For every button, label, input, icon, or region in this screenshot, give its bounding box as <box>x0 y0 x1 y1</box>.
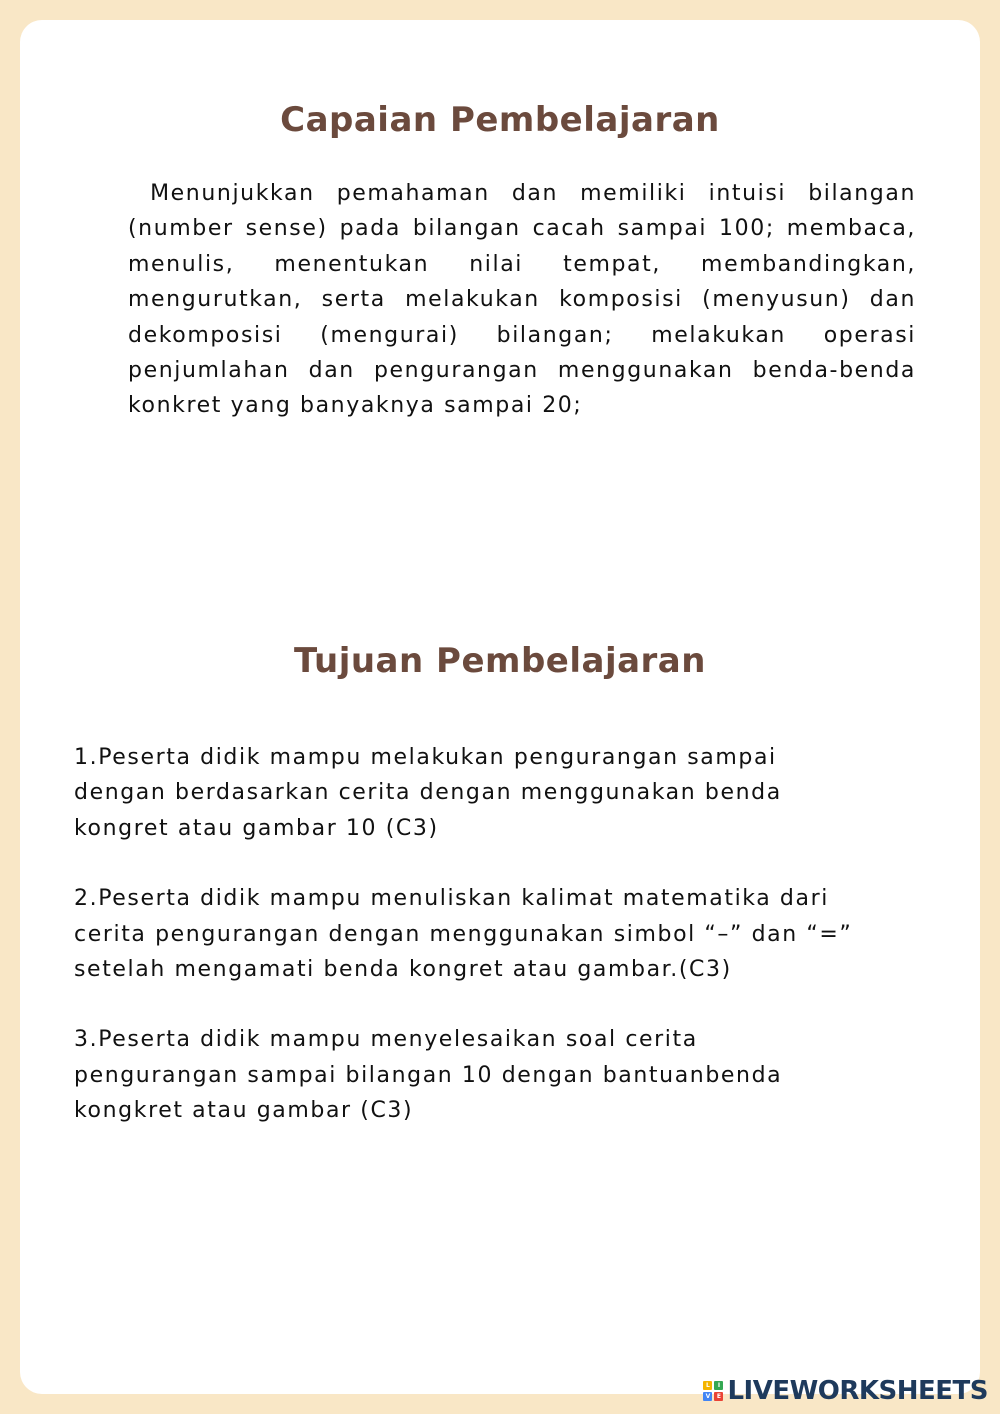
tujuan-item-3: 3.Peserta didik mampu menyelesaikan soal cerita pengurangan sampai bilangan 10 dengan bantuanbenda kongkret atau gambar (C3) <box>74 1027 783 1124</box>
capaian-heading: Capaian Pembelajaran <box>280 100 720 140</box>
logo-letter-e: E <box>714 1392 723 1401</box>
liveworksheets-logo[interactable] <box>703 1376 988 1406</box>
tujuan-list <box>74 740 934 1164</box>
tujuan-item-1: 1.Peserta didik mampu melakukan pengurangan sampai dengan berdasarkan cerita dengan menggunakan benda kongret atau gambar 10 (C3) <box>74 745 782 841</box>
logo-letter-l: L <box>703 1381 712 1390</box>
logo-letter-i: I <box>714 1381 723 1390</box>
logo-letter-v: V <box>703 1392 712 1401</box>
liveworksheets-logo-icon <box>703 1381 723 1401</box>
capaian-text: Menunjukkan pemahaman dan memiliki intuisi bilangan (number sense) pada bilangan cacah sampai 100; membaca, menulis, menentukan nilai tempat, membandingkan, mengurutkan, serta melakukan komposisi (menyusun) dan dekomposisi (mengurai) bilangan; melakukan operasi penjumlahan dan pengurangan menggunakan benda-benda konkret yang banyaknya sampai 20; <box>128 181 916 419</box>
logo-text: LIVEWORKSHEETS <box>727 1376 988 1406</box>
capaian-paragraph <box>128 176 916 424</box>
tujuan-item-2: 2.Peserta didik mampu menuliskan kalimat matematika dari cerita pengurangan dengan menggunakan simbol “–” dan “=” setelah mengamati benda kongret atau gambar.(C3) <box>74 886 853 983</box>
tujuan-heading: Tujuan Pembelajaran <box>294 641 706 681</box>
